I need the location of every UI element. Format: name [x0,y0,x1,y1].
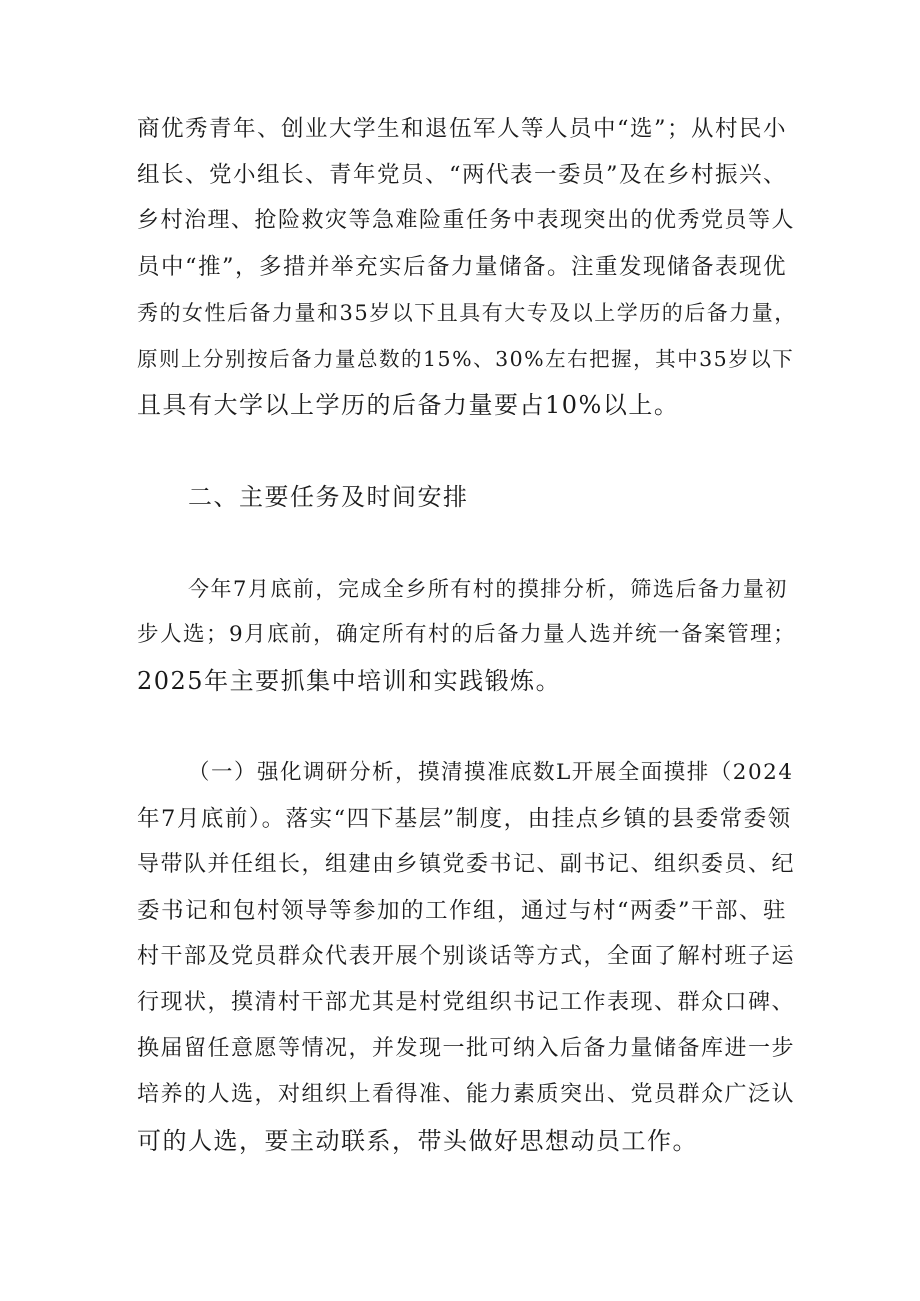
text-line: 商优秀青年、创业大学生和退伍军人等人员中“选”；从村民小 [137,116,788,142]
text-line: （一）强化调研分析，摸清摸准底数L开展全面摸排（2024 [188,760,794,785]
text-line: 秀的女性后备力量和35岁以下且具有大专及以上学历的后备力量， [137,301,797,325]
text-line: 导带队并任组长，组建由乡镇党委书记、副书记、组织委员、纪 [137,852,796,877]
text-line: 换届留任意愿等情况，并发现一批可纳入后备力量储备库进一步 [137,1036,796,1061]
text-line: 村干部及党员群众代表开展个别谈话等方式，全面了解村班子运 [137,944,796,969]
text-line: 委书记和包村领导等参加的工作组，通过与村“两委”干部、驻 [137,898,788,924]
text-line: 年7月底前）。落实“四下基层”制度，由挂点乡镇的县委常委领 [137,806,792,832]
text-line: 2025年主要抓集中培训和实践锻炼。 [137,667,562,695]
text-line: 组长、党小组长、青年党员、“两代表一委员”及在乡村振兴、 [137,162,788,188]
text-line: 且具有大学以上学历的后备力量要占10%以上。 [137,391,680,419]
text-line: 今年7月底前，完成全乡所有村的摸排分析，筛选后备力量初 [188,577,788,601]
text-line: 原则上分别按后备力量总数的15%、30%左右把握，其中35岁以下 [137,347,795,371]
section-heading: 二、主要任务及时间安排 [188,483,469,511]
text-line: 步人选；9月底前，确定所有村的后备力量人选并统一备案管理； [137,622,797,647]
text-line: 培养的人选，对组织上看得准、能力素质突出、党员群众广泛认 [137,1082,796,1107]
text-line: 员中“推”，多措并举充实后备力量储备。注重发现储备表现优 [137,254,788,280]
text-line: 可的人选，要主动联系，带头做好思想动员工作。 [137,1127,698,1155]
text-line: 行现状，摸清村干部尤其是村党组织书记工作表现、群众口碑、 [137,990,796,1015]
text-line: 乡村治理、抢险救灾等急难险重任务中表现突出的优秀党员等人 [137,208,796,233]
